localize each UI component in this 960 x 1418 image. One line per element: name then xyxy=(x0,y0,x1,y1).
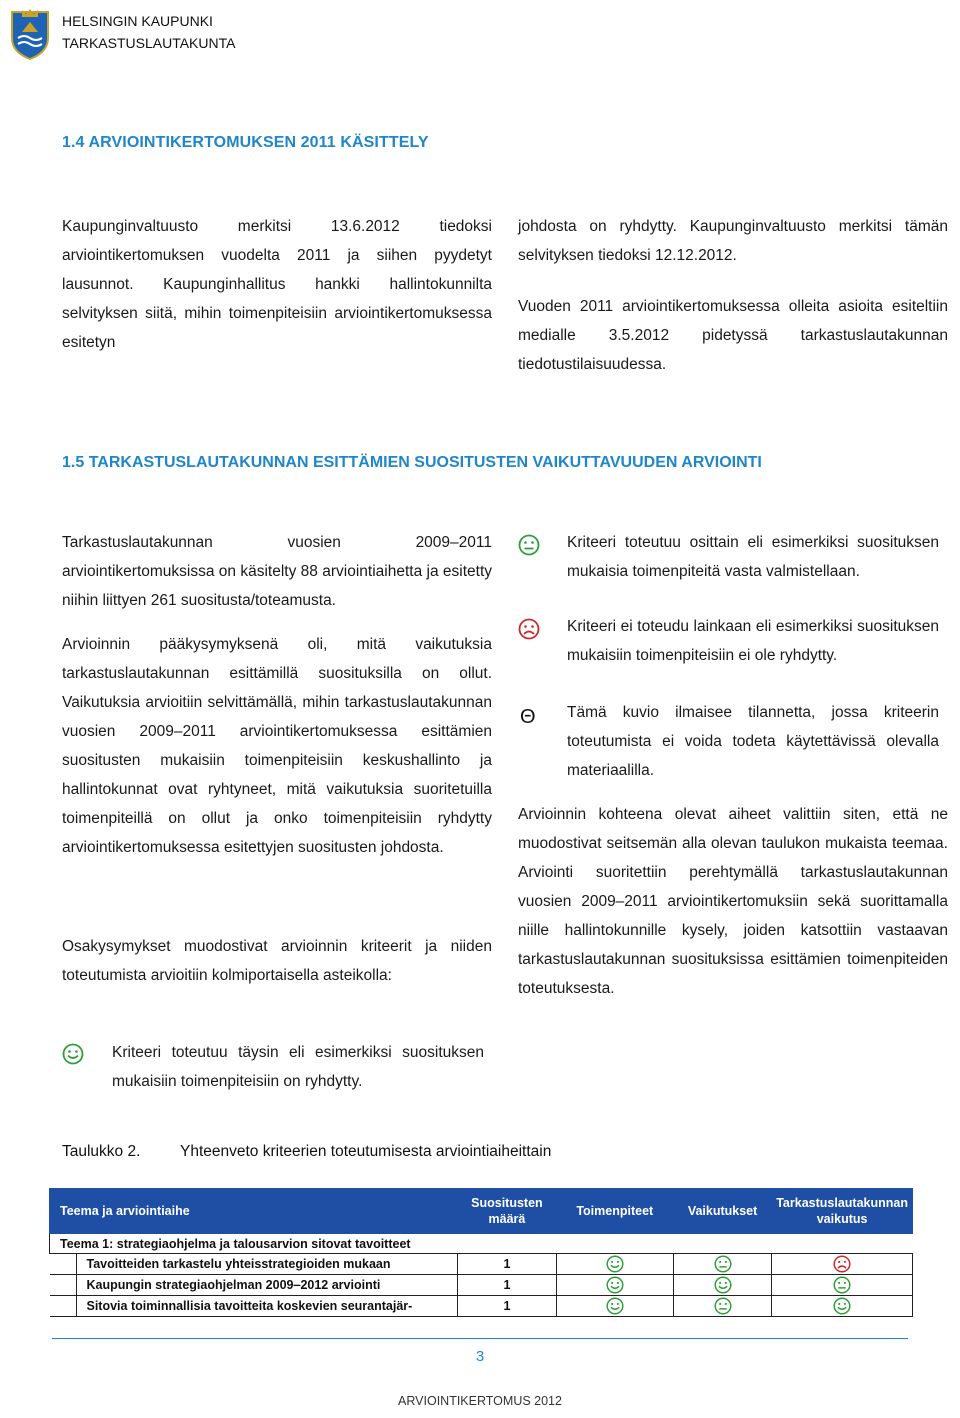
header-topic: Teema ja arviointiaihe xyxy=(50,1189,458,1234)
row-topic: Kaupungin strategiaohjelman 2009‒2012 arviointi xyxy=(76,1275,381,1296)
org-line-1: HELSINGIN KAUPUNKI xyxy=(62,13,213,29)
section-1-5-right-paragraph: Arvioinnin kohteena olevat aiheet valittiin siten, että ne muodostivat seitsemän alla olevan taulukon mukaista teemaa. Arviointi suoritettiin perehtymällä tarkastuslautakunnan vuosien 2009‒2011 arviointikertomuksiin sekä suorittamalla niille hallintokunnille kysely, joiden katsottiin vastaavan tarkastuslautakunnan suosituksissa esittämien toimenpiteiden toteutuksesta. xyxy=(518,806,948,997)
header-effects: Vaikutukset xyxy=(673,1189,771,1234)
neutral-smiley-icon xyxy=(714,1298,732,1312)
criterion-none-text: Kriteeri ei toteudu lainkaan eli esimerkiksi suosituksen mukaisiin toimenpiteisiin ei ole ryhdytty. xyxy=(567,618,939,664)
footer-divider xyxy=(52,1338,908,1339)
sad-smiley-icon xyxy=(518,618,540,640)
row-count: 1 xyxy=(458,1254,556,1275)
header-count: Suositusten määrä xyxy=(458,1189,556,1234)
happy-smiley-icon xyxy=(606,1277,624,1291)
row-board-impact-cell xyxy=(772,1296,913,1317)
happy-smiley-icon xyxy=(833,1298,851,1312)
section-1-5-left-paragraph-1: Tarkastuslautakunnan vuosien 2009‒2011 arviointikertomuksissa on käsitelty 88 arviointiaihetta ja esitetty niihin liittyen 261 suositusta/toteamusta. xyxy=(62,534,492,609)
helsinki-coat-of-arms-icon xyxy=(10,8,50,60)
section-1-5-heading: 1.5 TARKASTUSLAUTAKUNNAN ESITTÄMIEN SUOSITUSTEN VAIKUTTAVUUDEN ARVIOINTI xyxy=(62,454,762,471)
row-topic: Sitovia toiminnallisia tavoitteita koskevien seurantajär- xyxy=(76,1296,413,1317)
org-line-2: TARKASTUSLAUTAKUNTA xyxy=(62,35,236,51)
row-actions-cell xyxy=(556,1254,673,1275)
happy-smiley-icon xyxy=(606,1256,624,1270)
section-1-4-right-paragraph-1: johdosta on ryhdytty. Kaupunginvaltuusto merkitsi tämän selvityksen tiedoksi 12.12.2012. xyxy=(518,218,948,264)
happy-smiley-icon xyxy=(606,1298,624,1312)
table-row xyxy=(50,1254,913,1275)
table-row xyxy=(50,1275,913,1296)
table-header-row xyxy=(50,1189,913,1234)
row-effects-cell xyxy=(673,1254,771,1275)
table-label: Taulukko 2. xyxy=(62,1143,141,1160)
section-1-4-left-paragraph: Kaupunginvaltuusto merkitsi 13.6.2012 tiedoksi arviointikertomuksen vuodelta 2011 ja siihen pyydetyt lausunnot. Kaupunginhallitus hankki hallintokunnilta selvityksen siitä, mihin toimenpiteisiin arviointikertomuksessa esitetyn xyxy=(62,218,492,351)
row-effects-cell xyxy=(673,1275,771,1296)
row-effects-cell xyxy=(673,1296,771,1317)
neutral-smiley-icon xyxy=(518,534,540,556)
section-1-5-left-paragraph-2: Arvioinnin pääkysymyksenä oli, mitä vaikutuksia tarkastuslautakunnan esittämillä suosituksilla on ollut. Vaikutuksia arvioitiin selvittämällä, mihin tarkastuslautakunnan vuosien 2009‒2011 arviointikertomuksessa esittämien suositusten mukaisiin toimenpiteisiin keskushallinto ja hallintokunnat ovat ryhtyneet, mitä vaikutuksia suoritetuilla toimenpiteillä on ollut ja onko toimenpiteisiin ryhdytty arviointikertomuksessa esitettyjen suositusten johdosta. xyxy=(62,636,492,856)
row-actions-cell xyxy=(556,1275,673,1296)
section-1-5-left-paragraph-3: Osakysymykset muodostivat arvioinnin kriteerit ja niiden toteutumista arvioitiin kolmiportaisella asteikolla: xyxy=(62,938,492,984)
neutral-smiley-icon xyxy=(833,1277,851,1291)
row-actions-cell xyxy=(556,1296,673,1317)
sad-smiley-icon xyxy=(833,1256,851,1270)
criterion-unknown-text: Tämä kuvio ilmaisee tilannetta, jossa kriteerin toteutumista ei voida todeta käytettävissä olevalla materiaalilla. xyxy=(567,704,939,779)
page-number: 3 xyxy=(475,1348,485,1365)
criterion-partial-text: Kriteeri toteutuu osittain eli esimerkiksi suosituksen mukaisia toimenpiteitä vasta valmistellaan. xyxy=(567,534,939,580)
header-board-impact: Tarkastuslautakunnan vaikutus xyxy=(772,1189,913,1234)
row-count: 1 xyxy=(458,1275,556,1296)
row-count: 1 xyxy=(458,1296,556,1317)
row-board-impact-cell xyxy=(772,1254,913,1275)
happy-smiley-icon xyxy=(62,1043,84,1065)
section-1-4-heading: 1.4 ARVIOINTIKERTOMUKSEN 2011 KÄSITTELY xyxy=(62,134,429,151)
section-1-4-right-paragraph-2: Vuoden 2011 arviointikertomuksessa olleita asioita esiteltiin medialle 3.5.2012 pidetyssä tarkastuslautakunnan tiedotustilaisuudessa. xyxy=(518,298,948,373)
row-board-impact-cell xyxy=(772,1275,913,1296)
footer-document-name: ARVIOINTIKERTOMUS 2012 xyxy=(398,1394,562,1408)
neutral-smiley-icon xyxy=(714,1256,732,1270)
criterion-full-text: Kriteeri toteutuu täysin eli esimerkiksi suosituksen mukaisiin toimenpiteisiin on ryhdytty. xyxy=(112,1044,484,1090)
table-title: Yhteenveto kriteerien toteutumisesta arviointiaiheittain xyxy=(180,1143,552,1160)
table-row xyxy=(50,1296,913,1317)
theme-row xyxy=(50,1234,913,1254)
organization-name xyxy=(62,10,235,54)
header-actions: Toimenpiteet xyxy=(556,1189,673,1234)
theta-icon: Θ xyxy=(520,706,536,728)
happy-smiley-icon xyxy=(714,1277,732,1291)
theme-row-label: Teema 1: strategiaohjelma ja talousarvion sitovat tavoitteet xyxy=(50,1234,913,1254)
row-topic: Tavoitteiden tarkastelu yhteisstrategioiden mukaan xyxy=(76,1254,391,1275)
criteria-summary-table xyxy=(49,1188,913,1317)
